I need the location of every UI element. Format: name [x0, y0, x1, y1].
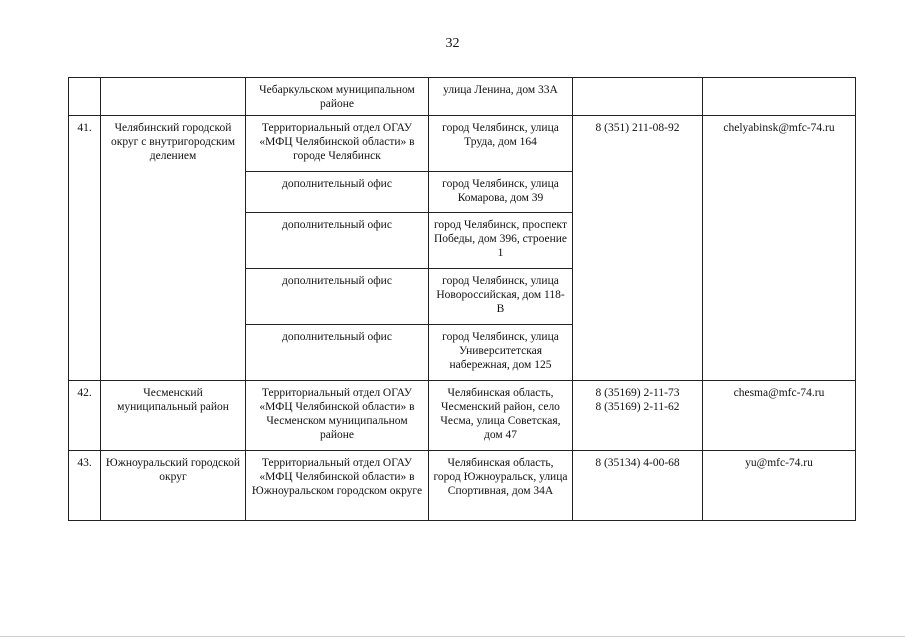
- cell-office: Территориальный отдел ОГАУ «МФЦ Челябинской области» в Южноуральском городском округе: [246, 451, 429, 521]
- table-row-continuation: [69, 78, 856, 116]
- cell-address: Челябинская область, город Южноуральск, улица Спортивная, дом 34А: [429, 451, 573, 521]
- cell-address: город Челябинск, улица Труда, дом 164: [429, 116, 573, 172]
- cell-office: Чебаркульском муниципальном районе: [246, 78, 429, 116]
- phone-line: 8 (35169) 2-11-73: [595, 387, 680, 399]
- cell-email: yu@mfc-74.ru: [703, 451, 856, 521]
- cell-num: 42.: [69, 381, 101, 451]
- cell-phone: [573, 381, 703, 451]
- cell-address: улица Ленина, дом 33А: [429, 78, 573, 116]
- cell-address: город Челябинск, проспект Победы, дом 396, строение 1: [429, 213, 573, 269]
- table-row-41: [69, 116, 856, 172]
- cell-num: 41.: [69, 116, 101, 381]
- cell-address: Челябинская область, Чесменский район, село Чесма, улица Советская, дом 47: [429, 381, 573, 451]
- cell-num: 43.: [69, 451, 101, 521]
- cell-office: Территориальный отдел ОГАУ «МФЦ Челябинской области» в Чесменском муниципальном районе: [246, 381, 429, 451]
- cell-phone: 8 (351) 211-08-92: [573, 116, 703, 381]
- cell-office: дополнительный офис: [246, 213, 429, 269]
- cell-email: [703, 78, 856, 116]
- scan-bottom-edge: [0, 636, 905, 637]
- mfc-offices-table: [68, 77, 856, 521]
- cell-office: Территориальный отдел ОГАУ «МФЦ Челябинской области» в городе Челябинск: [246, 116, 429, 172]
- cell-email: chesma@mfc-74.ru: [703, 381, 856, 451]
- cell-district: Челябинский городской округ с внутригородским делением: [101, 116, 246, 381]
- phone-line: 8 (35169) 2-11-62: [595, 401, 680, 413]
- table-row-43: [69, 451, 856, 521]
- cell-office: дополнительный офис: [246, 172, 429, 213]
- page-number: 32: [445, 36, 460, 51]
- cell-district: Южноуральский городской округ: [101, 451, 246, 521]
- cell-phone: [573, 78, 703, 116]
- cell-address: город Челябинск, улица Университетская набережная, дом 125: [429, 325, 573, 381]
- cell-district: [101, 78, 246, 116]
- table-row-42: [69, 381, 856, 451]
- cell-email: chelyabinsk@mfc-74.ru: [703, 116, 856, 381]
- cell-district: Чесменский муниципальный район: [101, 381, 246, 451]
- cell-phone: 8 (35134) 4-00-68: [573, 451, 703, 521]
- cell-address: город Челябинск, улица Комарова, дом 39: [429, 172, 573, 213]
- cell-office: дополнительный офис: [246, 325, 429, 381]
- cell-office: дополнительный офис: [246, 269, 429, 325]
- cell-num: [69, 78, 101, 116]
- cell-address: город Челябинск, улица Новороссийская, дом 118-В: [429, 269, 573, 325]
